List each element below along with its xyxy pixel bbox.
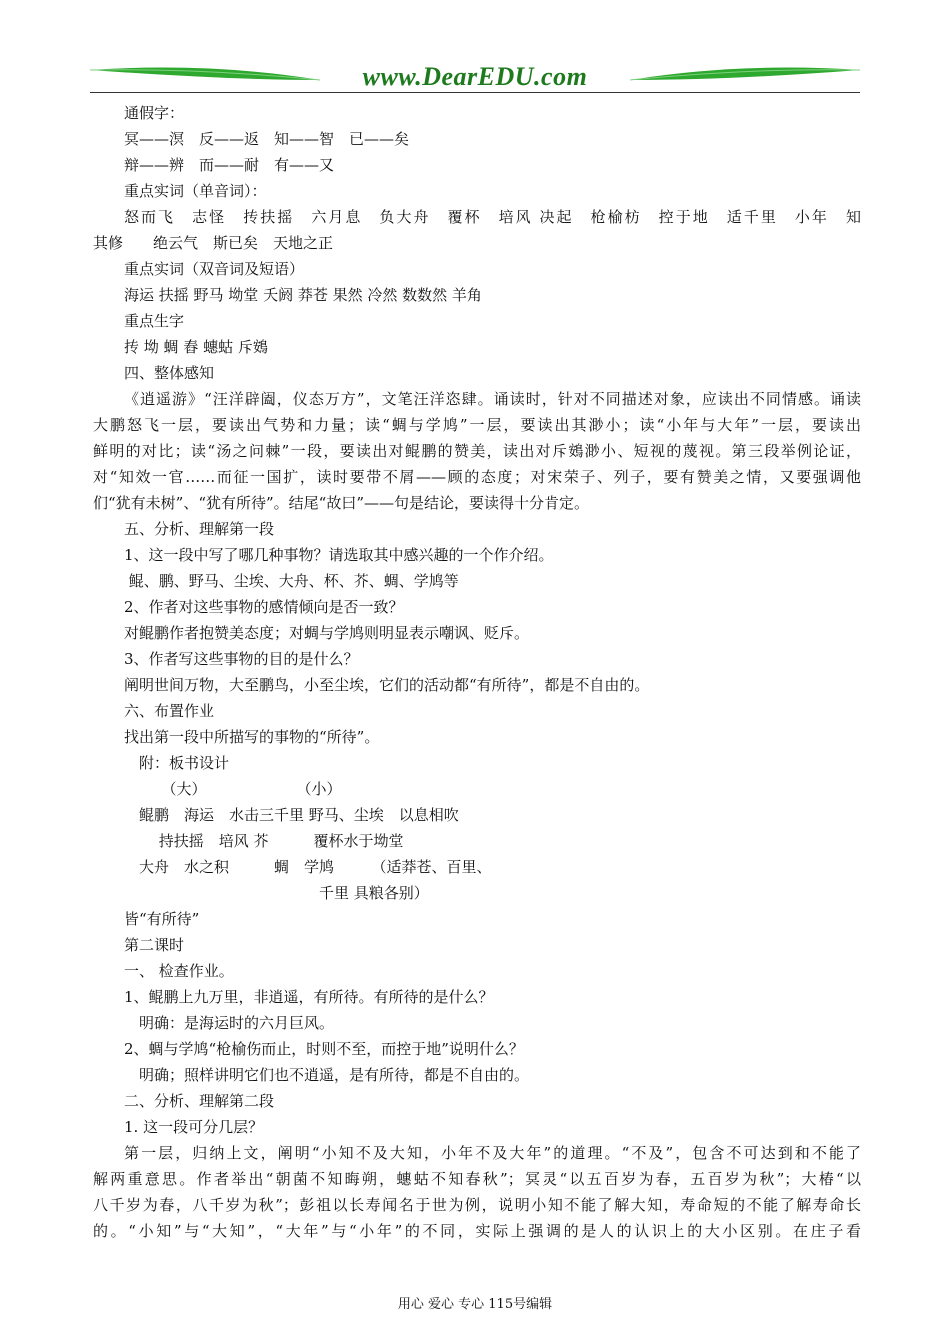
text-line: 怒而飞 志怪 抟扶摇 六月息 负大舟 覆杯 培风 决起 枪榆枋 控于地 适千里 小年 知 <box>124 208 861 226</box>
text-line: 通假字： <box>124 104 185 122</box>
text-line: 1、这一段中写了哪几种事物？请选取其中感兴趣的一个作介绍。 <box>124 546 554 564</box>
text-line: 海运 扶摇 野马 坳堂 夭阏 莽苍 果然 冷然 数数然 羊角 <box>124 286 482 304</box>
page-header <box>90 58 860 94</box>
text-line: 第一层，归纳上文，阐明“小知不及大知，小年不及大年”的道理。“不及”，包含不可达到和不能了 <box>124 1144 861 1162</box>
text-line: 六、布置作业 <box>124 702 215 720</box>
document-body <box>93 100 861 1244</box>
text-line: 八千岁为春，八千岁为秋”；彭祖以长寿闻名于世为例，说明小知不能了解大知，寿命短的不能了解寿命长 <box>93 1196 861 1214</box>
text-line: 其修 绝云气 斯已矣 天地之正 <box>93 234 334 252</box>
text-line: 重点生字 <box>124 312 185 330</box>
text-line: 抟 坳 蜩 舂 蟪蛄 斥鴳 <box>124 338 268 356</box>
text-line: 鲜明的对比；读“汤之问棘”一段，要读出对鲲鹏的赞美，读出对斥鴳渺小、短视的蔑视。第三段举例论证， <box>93 442 861 460</box>
text-line: 皆“有所待” <box>124 910 200 928</box>
text-line: 阐明世间万物，大至鹏鸟，小至尘埃，它们的活动都“有所待”，都是不自由的。 <box>124 676 650 694</box>
text-line: 一、 检查作业。 <box>124 962 234 980</box>
text-line: 重点实词（双音词及短语） <box>124 260 305 278</box>
text-line: 解两重意思。作者举出“朝菌不知晦朔，蟪蛄不知春秋”；冥灵“以五百岁为春，五百岁为秋”；大椿“以 <box>93 1170 861 1188</box>
text-line: 冥——溟 反——返 知——智 已——矣 <box>124 130 410 148</box>
text-line: （大） （小） <box>124 780 342 798</box>
text-line: 找出第一段中所描写的事物的“所待”。 <box>124 728 380 746</box>
text-line: 第二课时 <box>124 936 185 954</box>
text-line: 持扶摇 培风 芥 覆杯水于坳堂 <box>124 832 404 850</box>
text-line: 鲲鹏 海运 水击三千里 野马、尘埃 以息相吹 <box>124 806 459 824</box>
text-line: 四、整体感知 <box>124 364 215 382</box>
text-line: 辩——辨 而——耐 有——又 <box>124 156 335 174</box>
text-line: 1. 这一段可分几层？ <box>124 1118 264 1136</box>
text-line: 对鲲鹏作者抱赞美态度；对蜩与学鸠则明显表示嘲讽、贬斥。 <box>124 624 530 642</box>
text-line: 千里 具粮各别） <box>124 884 429 902</box>
text-line: 五、分析、理解第一段 <box>124 520 275 538</box>
text-line: 2、作者对这些事物的感情倾向是否一致？ <box>124 598 404 616</box>
site-logo: www.DearEDU.com <box>362 62 588 91</box>
text-line: 重点实词（单音词）： <box>124 182 267 200</box>
text-line: 3、作者写这些事物的目的是什么？ <box>124 650 359 668</box>
text-line: 大舟 水之积 蜩 学鸠 （适莽苍、百里、 <box>124 858 492 876</box>
text-line: 2、蜩与学鸠“枪榆伤而止，时则不至，而控于地”说明什么？ <box>124 1040 524 1058</box>
text-line: 们“犹有未树”、“犹有所待”。结尾“故曰”——句是结论，要读得十分肯定。 <box>93 494 590 512</box>
header-rule <box>90 92 860 93</box>
text-line: 的。“小知”与“大知”，“大年”与“小年”的不同，实际上强调的是人的认识上的大小区别。在庄子看 <box>93 1222 861 1240</box>
text-line: 对“知效一官……而征一国扩，读时要带不屑——顾的态度；对宋荣子、列子，要有赞美之情，又要强调他 <box>93 468 861 486</box>
page-footer: 用心 爱心 专心 115号编辑 <box>397 1297 553 1312</box>
text-line: 《逍遥游》“汪洋辟阖，仪态万方”，文笔汪洋恣肆。诵读时，针对不同描述对象，应读出不同情感。诵读 <box>124 390 861 408</box>
text-line: 附：板书设计 <box>124 754 230 772</box>
text-line: 大鹏怒飞一层，要读出气势和力量；读“蜩与学鸠”一层，要读出其渺小；读“小年与大年”一层，要读出 <box>93 416 861 434</box>
text-line: 鲲、鹏、野马、尘埃、大舟、杯、芥、蜩、学鸠等 <box>124 572 459 590</box>
text-line: 二、分析、理解第二段 <box>124 1092 275 1110</box>
text-line: 明确：是海运时的六月巨风。 <box>124 1014 335 1032</box>
text-line: 1、鲲鹏上九万里，非逍遥，有所待。有所待的是什么？ <box>124 988 494 1006</box>
text-line: 明确；照样讲明它们也不逍遥，是有所待，都是不自由的。 <box>124 1066 530 1084</box>
